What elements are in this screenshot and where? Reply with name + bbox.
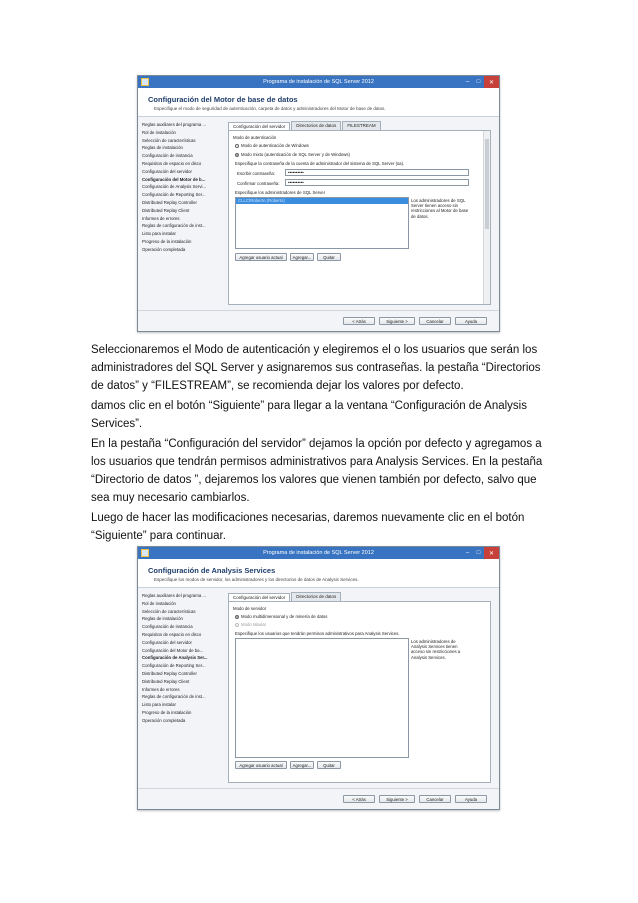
window-titlebar bbox=[138, 76, 499, 88]
paragraph-1: Seleccionaremos el Modo de autenticación y elegiremos el o los usuarios que serán los administradores del SQL Server y asignaremos sus contraseñas. la pestaña “Directorios de datos” y “FILESTREAM”, se recomienda dejar los valores por defecto. bbox=[91, 344, 541, 392]
back-button[interactable]: < Atrás bbox=[343, 795, 375, 803]
help-button[interactable]: Ayuda bbox=[455, 317, 487, 325]
wizard-footer bbox=[138, 788, 499, 809]
radio-circle-icon[interactable] bbox=[235, 623, 239, 627]
cancel-button[interactable]: Cancelar bbox=[419, 795, 451, 803]
tab-content bbox=[228, 130, 491, 305]
server-mode-group-label: Modo de servidor bbox=[233, 606, 267, 611]
paragraph-2: damos clic en el botón “Siguiente” para llegar a la ventana “Configuración de Analysis Services”. bbox=[91, 400, 527, 430]
paragraph-4: Luego de hacer las modificaciones necesarias, daremos nuevamente clic en el botón “Siguiente” para continuar. bbox=[91, 512, 525, 542]
password-input[interactable]: •••••••••• bbox=[285, 169, 469, 176]
step-item[interactable]: Informes de errores bbox=[142, 686, 180, 692]
radio-circle-icon[interactable] bbox=[235, 144, 239, 148]
paragraph-3: En la pestaña “Configuración del servidor” dejamos la opción por defecto y agregamos a los usuarios que tendrán permisos administrativos para Analysis Services. En la pestaña “Directorio de datos ”, dejaremos los valores que vienen también por defecto, salvo que sea muy necesario cambiarlos. bbox=[91, 438, 543, 504]
back-button[interactable]: < Atrás bbox=[343, 317, 375, 325]
help-button[interactable]: Ayuda bbox=[455, 795, 487, 803]
step-item[interactable]: Configuración de Reporting Ser... bbox=[142, 192, 206, 198]
wizard-steps-list bbox=[142, 121, 224, 254]
step-item[interactable]: Operación completada bbox=[142, 246, 186, 252]
maximize-icon[interactable]: □ bbox=[476, 550, 481, 556]
settings-panel bbox=[228, 592, 491, 783]
step-item[interactable]: Distributed Replay Controller bbox=[142, 199, 197, 205]
step-item[interactable]: Informes de errores bbox=[142, 215, 180, 221]
step-item-active[interactable]: Configuración de Analysis Ser... bbox=[142, 655, 208, 661]
sql-setup-window-analysis-services bbox=[137, 546, 500, 810]
tab-data-directories[interactable]: Directorios de datos bbox=[291, 592, 341, 601]
wizard-page-subtitle: Especifique los modos de servidor, los administradores y los directorios de datos de Analysis Services. bbox=[154, 577, 359, 582]
users-listbox[interactable] bbox=[235, 638, 409, 758]
step-item[interactable]: Reglas de instalación bbox=[142, 616, 183, 622]
step-item[interactable]: Configuración de Reporting Ser... bbox=[142, 663, 206, 669]
admins-label: Especifique los administradores de SQL Server bbox=[235, 190, 326, 195]
maximize-icon[interactable]: □ bbox=[476, 79, 481, 85]
minimize-icon[interactable]: – bbox=[465, 79, 470, 85]
step-item[interactable]: Progreso de la instalación bbox=[142, 709, 192, 715]
step-item[interactable]: Configuración de Analysis Servi... bbox=[142, 184, 207, 190]
tab-filestream[interactable]: FILESTREAM bbox=[342, 121, 380, 130]
password-label: Escribir contraseña: bbox=[237, 171, 275, 176]
step-item[interactable]: Selección de características bbox=[142, 137, 196, 143]
close-icon[interactable]: ✕ bbox=[484, 547, 499, 559]
step-item[interactable]: Configuración del Motor de ba... bbox=[142, 647, 204, 653]
confirm-password-label: Confirmar contraseña: bbox=[237, 181, 280, 186]
password-prompt: Especifique la contraseña de la cuenta de administrador del sistema de SQL Server (sa). bbox=[235, 161, 405, 166]
wizard-page-title: Configuración de Analysis Services bbox=[148, 566, 276, 575]
tab-strip bbox=[228, 592, 491, 601]
tab-data-directories[interactable]: Directorios de datos bbox=[291, 121, 341, 130]
step-item[interactable]: Progreso de la instalación bbox=[142, 238, 192, 244]
radio-label: Modo tabular bbox=[241, 622, 267, 627]
step-item[interactable]: Configuración del servidor bbox=[142, 168, 192, 174]
step-item[interactable]: Operación completada bbox=[142, 717, 186, 723]
admin-list-item[interactable]: CLLC\Roberto (Roberto) bbox=[236, 198, 408, 204]
window-title: Programa de instalación de SQL Server 2012 bbox=[263, 79, 374, 85]
wizard-page-title: Configuración del Motor de base de datos bbox=[148, 95, 298, 104]
close-icon[interactable]: ✕ bbox=[484, 76, 499, 88]
confirm-password-input[interactable]: •••••••••• bbox=[285, 179, 469, 186]
sql-setup-window-db-engine bbox=[137, 75, 500, 332]
add-button[interactable]: Agregar... bbox=[290, 253, 314, 261]
add-button[interactable]: Agregar... bbox=[290, 761, 314, 769]
remove-button[interactable]: Quitar bbox=[317, 253, 341, 261]
step-item[interactable]: Selección de características bbox=[142, 608, 196, 614]
tab-strip bbox=[228, 121, 491, 130]
radio-multidimensional[interactable] bbox=[235, 614, 327, 619]
step-item[interactable]: Configuración del servidor bbox=[142, 639, 192, 645]
wizard-body bbox=[138, 588, 499, 789]
step-item-active[interactable]: Configuración del Motor de b... bbox=[142, 176, 206, 182]
window-title: Programa de instalación de SQL Server 2012 bbox=[263, 550, 374, 556]
wizard-body bbox=[138, 117, 499, 311]
wizard-page-subtitle: Especifique el modo de seguridad de autenticación, carpeta de datos y administradores del Motor de base de datos. bbox=[154, 106, 386, 111]
minimize-icon[interactable]: – bbox=[465, 550, 470, 556]
wizard-header bbox=[138, 559, 499, 588]
radio-mixed-auth[interactable] bbox=[235, 152, 350, 157]
radio-tabular[interactable] bbox=[235, 622, 266, 627]
admins-note: Los administradores de SQL Server tienen acceso sin restricciones al Motor de base de datos. bbox=[411, 198, 469, 219]
users-label: Especifique los usuarios que tendrán permisos administrativos para Analysis Services. bbox=[235, 631, 400, 636]
tab-server-config[interactable]: Configuración del servidor bbox=[228, 122, 290, 131]
step-item[interactable]: Rol de instalación bbox=[142, 129, 176, 135]
window-controls bbox=[462, 547, 499, 559]
add-current-user-button[interactable]: Agregar usuario actual bbox=[235, 761, 287, 769]
step-item[interactable]: Configuración de instancia bbox=[142, 153, 193, 159]
step-item[interactable]: Configuración de instancia bbox=[142, 624, 193, 630]
settings-panel bbox=[228, 121, 491, 305]
step-item[interactable]: Listo para instalar bbox=[142, 231, 176, 237]
radio-selected-icon[interactable] bbox=[235, 615, 239, 619]
step-item[interactable]: Reglas auxiliares del programa ... bbox=[142, 122, 207, 127]
admins-listbox[interactable] bbox=[235, 197, 409, 249]
wizard-footer bbox=[138, 310, 499, 331]
add-current-user-button[interactable]: Agregar usuario actual bbox=[235, 253, 287, 261]
radio-label: Modo multidimensional y de minería de datos bbox=[241, 614, 328, 619]
users-note: Los administradores de Analysis Services tienen acceso sin restricciones a Analysis Services. bbox=[411, 639, 461, 660]
scrollbar-thumb[interactable] bbox=[485, 139, 489, 229]
window-controls bbox=[462, 76, 499, 88]
setup-app-icon bbox=[141, 78, 149, 86]
wizard-steps-list bbox=[142, 592, 224, 725]
next-button[interactable]: Siguiente > bbox=[379, 795, 415, 803]
step-item[interactable]: Listo para instalar bbox=[142, 702, 176, 708]
step-item[interactable]: Reglas de configuración de inst... bbox=[142, 694, 206, 700]
radio-label: Modo de autenticación de Windows bbox=[241, 143, 309, 148]
step-item[interactable]: Rol de instalación bbox=[142, 600, 176, 606]
tab-server-config[interactable]: Configuración del servidor bbox=[228, 593, 290, 602]
step-item[interactable]: Requisitos de espacio en disco bbox=[142, 160, 202, 166]
tab-scrollbar[interactable] bbox=[483, 131, 490, 304]
step-item[interactable]: Distributed Replay Client bbox=[142, 678, 190, 684]
wizard-header bbox=[138, 88, 499, 117]
step-item[interactable]: Distributed Replay Client bbox=[142, 207, 190, 213]
step-item[interactable]: Reglas de configuración de inst... bbox=[142, 223, 206, 229]
radio-windows-auth[interactable] bbox=[235, 143, 309, 148]
radio-selected-icon[interactable] bbox=[235, 153, 239, 157]
next-button[interactable]: Siguiente > bbox=[379, 317, 415, 325]
remove-button[interactable]: Quitar bbox=[317, 761, 341, 769]
window-titlebar bbox=[138, 547, 499, 559]
cancel-button[interactable]: Cancelar bbox=[419, 317, 451, 325]
setup-app-icon bbox=[141, 549, 149, 557]
step-item[interactable]: Distributed Replay Controller bbox=[142, 670, 197, 676]
radio-label: Modo mixto (autenticación de SQL Server y de Windows) bbox=[241, 152, 350, 157]
step-item[interactable]: Reglas de instalación bbox=[142, 145, 183, 151]
tab-content bbox=[228, 601, 491, 783]
step-item[interactable]: Reglas auxiliares del programa ... bbox=[142, 593, 207, 598]
auth-mode-group-label: Modo de autenticación bbox=[233, 135, 277, 140]
step-item[interactable]: Requisitos de espacio en disco bbox=[142, 631, 202, 637]
